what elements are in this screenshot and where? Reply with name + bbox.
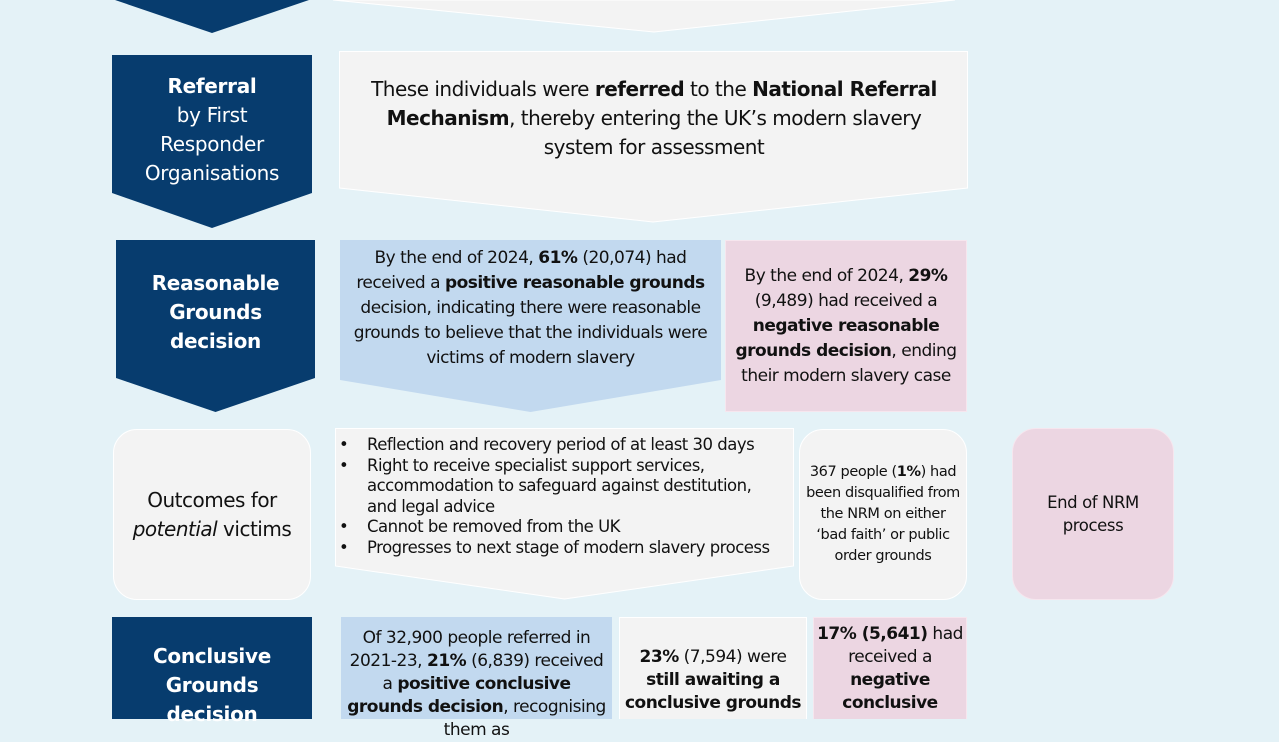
awaiting-cg-text: (7,594) were (678, 647, 787, 667)
positive-rg-text: By the end of 2024, (374, 247, 539, 268)
outcomes-label-text: victims (217, 516, 292, 541)
outcomes-label-box (113, 429, 311, 600)
awaiting-cg-bold: still awaiting a conclusive grounds (624, 670, 802, 713)
positive-cg-text: (6,839) received a (382, 651, 604, 694)
referral-desc-text: These individuals were (371, 76, 595, 101)
reasonable-grounds-stage-title: Reasonable Grounds decision (151, 271, 280, 353)
positive-rg-text: decision, indicating there were reasonable grounds to believe that the individuals were victims of modern slavery (353, 297, 708, 368)
outcomes-label-text: Outcomes for (147, 487, 277, 512)
referral-stage-subtitle: by First Responder Organisations (144, 103, 280, 185)
outcomes-bullets-box (335, 428, 794, 600)
referral-description (339, 51, 968, 223)
positive-rg-percent: 61% (538, 247, 578, 268)
positive-cg-bold: positive conclusive grounds decision (347, 674, 571, 717)
positive-rg-text: (20,074) had received a (356, 247, 687, 293)
disqualified-text: 367 people ( (809, 464, 897, 480)
negative-cg-percent: 17% (5,641) (817, 624, 928, 644)
positive-cg-text: Of 32,900 people referred in 2021-23, (349, 628, 591, 671)
prev-stage-chevron (0, 0, 1279, 40)
outcomes-bullet-list (335, 435, 785, 558)
referral-stage-title: Referral (167, 74, 257, 98)
referral-desc-text: , thereby entering the UK’s modern slavery system for assessment (509, 105, 922, 159)
referral-desc-bold-nrm: National Referral Mechanism (386, 76, 937, 130)
disqualified-percent: 1% (896, 464, 921, 480)
positive-rg-bold: positive reasonable grounds (444, 272, 705, 293)
negative-rg-text: By the end of 2024, (744, 265, 909, 286)
disqualified-box (799, 429, 967, 600)
referral-desc-text: to the (684, 76, 753, 101)
referral-desc-bold-referred: referred (594, 76, 685, 101)
reasonable-grounds-stage (116, 240, 315, 413)
outcomes-bullet-item: • Progresses to next stage of modern slavery process (335, 538, 785, 559)
positive-cg-decision (341, 617, 612, 740)
end-of-nrm-box (1012, 428, 1174, 600)
outcomes-bullet-item: • Cannot be removed from the UK (335, 517, 785, 538)
referral-stage (112, 55, 312, 229)
negative-cg-box (813, 617, 967, 719)
negative-rg-percent: 29% (908, 265, 948, 286)
outcomes-label-italic: potential (132, 516, 218, 541)
outcomes-bullet-item: • Right to receive specialist support services, accommodation to safeguard against destitution, and legal advice (335, 456, 785, 518)
conclusive-grounds-stage (112, 617, 312, 726)
negative-rg-decision (725, 240, 967, 412)
awaiting-cg-percent: 23% (639, 647, 679, 667)
negative-rg-text: , ending their modern slavery case (741, 340, 957, 386)
negative-cg-bold: negative conclusive (842, 670, 938, 713)
negative-rg-text: (9,489) had received a (754, 290, 938, 311)
negative-cg-text: had received a (848, 624, 963, 667)
positive-cg-percent: 21% (426, 651, 467, 671)
negative-rg-bold: negative reasonable grounds decision (735, 315, 940, 361)
end-of-nrm-label: End of NRM process (1047, 493, 1139, 535)
outcomes-bullet-item: • Reflection and recovery period of at least 30 days (335, 435, 785, 456)
conclusive-grounds-stage-title: Conclusive Grounds decision (153, 643, 271, 726)
positive-rg-decision (340, 240, 721, 413)
disqualified-text: ) had been disqualified from the NRM on either ‘bad faith’ or public order grounds (806, 464, 960, 564)
positive-cg-text: , recognising them as (443, 697, 606, 740)
awaiting-cg-box (619, 617, 807, 719)
